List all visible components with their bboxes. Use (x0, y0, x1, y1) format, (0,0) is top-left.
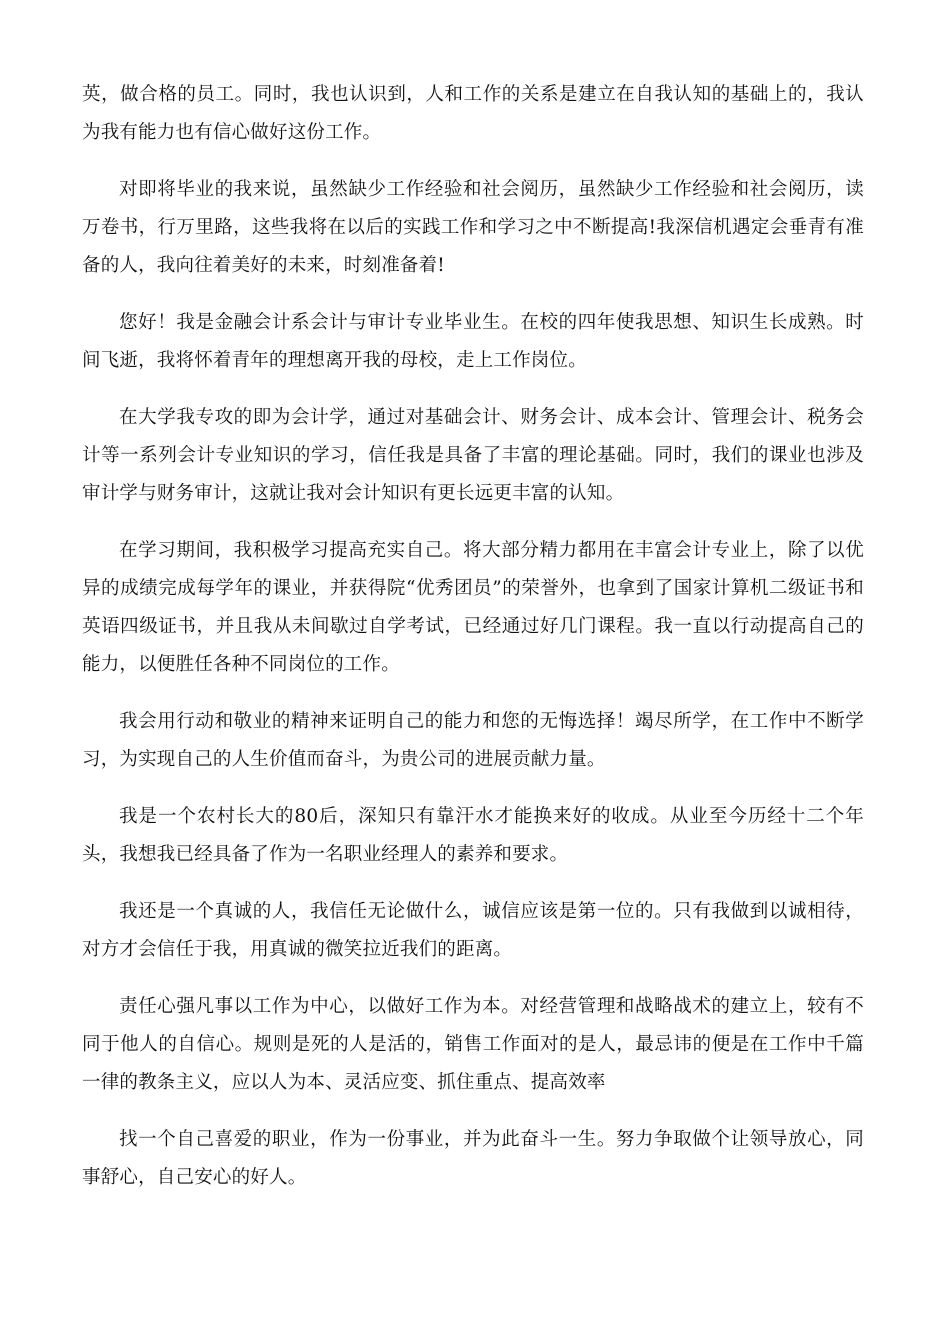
paragraph: 您好！我是金融会计系会计与审计专业毕业生。在校的四年使我思想、知识生长成熟。时间飞逝，我将怀着青年的理想离开我的母校，走上工作岗位。 (82, 312, 864, 371)
paragraph: 责任心强凡事以工作为中心，以做好工作为本。对经营管理和战略战术的建立上，较有不同于他人的自信心。规则是死的人是活的，销售工作面对的是人，最忌讳的便是在工作中千篇一律的教条主义，应以人为本、灵活应变、抓住重点、提高效率 (82, 996, 864, 1093)
paragraph: 我是一个农村长大的80后，深知只有靠汗水才能换来好的收成。从业至今历经十二个年头，我想我已经具备了作为一名职业经理人的素养和要求。 (82, 806, 864, 865)
paragraph: 找一个自己喜爱的职业，作为一份事业，并为此奋斗一生。努力争取做个让领导放心，同事舒心，自己安心的好人。 (82, 1129, 864, 1188)
document-body (82, 76, 864, 1216)
paragraph: 我会用行动和敬业的精神来证明自己的能力和您的无悔选择！竭尽所学，在工作中不断学习，为实现自己的人生价值而奋斗，为贵公司的进展贡献力量。 (82, 711, 864, 770)
paragraph: 我还是一个真诚的人，我信任无论做什么，诚信应该是第一位的。只有我做到以诚相待，对方才会信任于我，用真诚的微笑拉近我们的距离。 (82, 901, 864, 960)
paragraph: 在学习期间，我积极学习提高充实自己。将大部分精力都用在丰富会计专业上，除了以优异的成绩完成每学年的课业，并获得院“优秀团员”的荣誉外，也拿到了国家计算机二级证书和英语四级证书，并且我从未间歇过自学考试，已经通过好几门课程。我一直以行动提高自己的能力，以便胜任各种不同岗位的工作。 (82, 540, 864, 675)
paragraph: 在大学我专攻的即为会计学，通过对基础会计、财务会计、成本会计、管理会计、税务会计等一系列会计专业知识的学习，信任我是具备了丰富的理论基础。同时，我们的课业也涉及审计学与财务审计，这就让我对会计知识有更长远更丰富的认知。 (82, 407, 864, 504)
paragraph-continued: 英，做合格的员工。同时，我也认识到，人和工作的关系是建立在自我认知的基础上的，我认为我有能力也有信心做好这份工作。 (82, 84, 864, 143)
paragraph: 对即将毕业的我来说，虽然缺少工作经验和社会阅历，虽然缺少工作经验和社会阅历，读万卷书，行万里路，这些我将在以后的实践工作和学习之中不断提高!我深信机遇定会垂青有准备的人，我向往着美好的未来，时刻准备着! (82, 179, 864, 276)
